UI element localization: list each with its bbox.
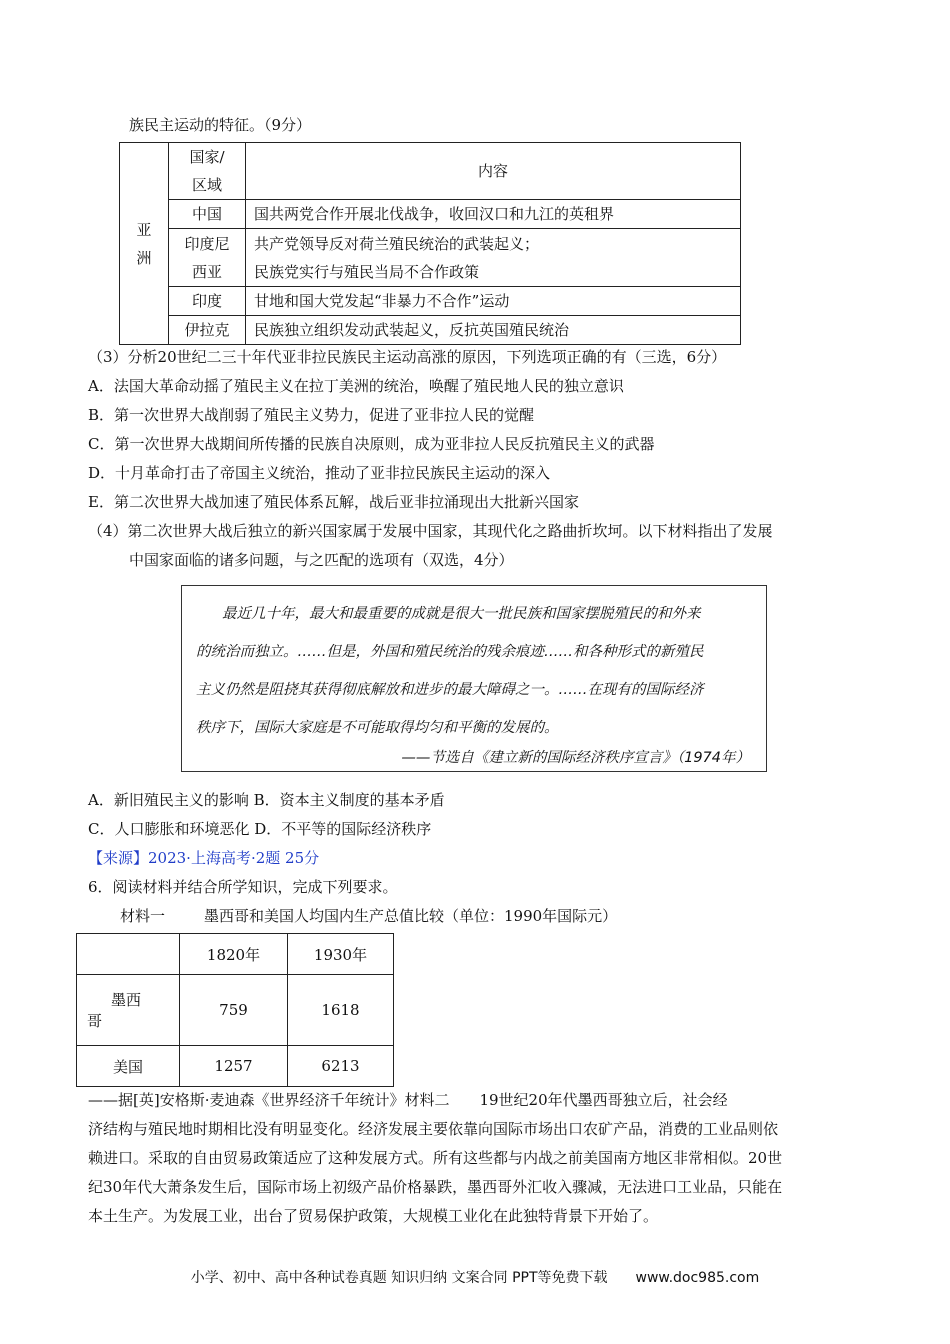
header-1930: 1930年 — [288, 934, 394, 975]
country-cell: 中国 — [169, 200, 246, 229]
region-char: 亚 — [136, 220, 152, 239]
country-cell: 印度 — [169, 287, 246, 316]
q3-option-c: C．第一次世界大战期间所传播的民族自决原则，成为亚非拉人民反抗殖民主义的武器 — [88, 435, 655, 453]
region-char: 洲 — [136, 248, 152, 267]
q4-stem-line: （4）第二次世界大战后独立的新兴国家属于发展中国家，其现代化之路曲折坎坷。以下材料指出了发展 — [88, 522, 773, 540]
content-cell: 甘地和国大党发起“非暴力不合作”运动 — [246, 287, 741, 316]
material2-line: 赖进口。采取的自由贸易政策适应了这种发展方式。所有这些都与内战之前美国南方地区非常相似。20世 — [88, 1149, 783, 1167]
source-tag: 【来源】2023·上海高考·2题 25分 — [88, 849, 320, 867]
quote-line: 秩序下，国际大家庭是不可能取得均匀和平衡的发展的。 — [196, 720, 559, 736]
material2-line: ——据[英]安格斯·麦迪森《世界经济千年统计》材料二 19世纪20年代墨西哥独立后，社会经 — [88, 1091, 728, 1109]
header-country: 国家/ 区域 — [169, 143, 246, 200]
quote-line: 最近几十年，最大和最重要的成就是很大一批民族和国家摆脱殖民的和外来 — [222, 606, 701, 622]
q3-option-e: E．第二次世界大战加速了殖民体系瓦解，战后亚非拉涌现出大批新兴国家 — [88, 493, 579, 511]
gdp-comparison-table — [76, 933, 394, 1087]
quote-line: 的统治而独立。……但是，外国和殖民统治的残余痕迹……和各种形式的新殖民 — [196, 644, 704, 660]
quote-line: 主义仍然是阻挠其获得彻底解放和进步的最大障碍之一。……在现有的国际经济 — [196, 682, 704, 698]
material1-label: 材料一 — [120, 907, 166, 925]
q4-stem-line: 中国家面临的诸多问题，与之匹配的选项有（双选，4分） — [129, 551, 514, 569]
q4-options-line: A．新旧殖民主义的影响 B．资本主义制度的基本矛盾 — [88, 791, 445, 809]
value-cell: 1257 — [180, 1046, 288, 1087]
value-cell: 6213 — [288, 1046, 394, 1087]
q3-option-a: A．法国大革命动摇了殖民主义在拉丁美洲的统治，唤醒了殖民地人民的独立意识 — [88, 377, 624, 395]
header-empty — [77, 934, 180, 975]
q3-stem: （3）分析20世纪二三十年代亚非拉民族民主运动高涨的原因，下列选项正确的有（三选，6分） — [88, 348, 727, 366]
material1-title: 墨西哥和美国人均国内生产总值比较（单位：1990年国际元） — [204, 907, 618, 925]
quote-box — [181, 585, 767, 772]
content-cell: 国共两党合作开展北伐战争，收回汉口和九江的英租界 — [246, 200, 741, 229]
country-cell: 印度尼 西亚 — [169, 229, 246, 287]
national-movements-table — [119, 142, 741, 345]
material2-line: 纪30年代大萧条发生后，国际市场上初级产品价格暴跌，墨西哥外汇收入骤减，无法进口工业品，只能在 — [88, 1178, 783, 1196]
content-cell: 民族独立组织发动武装起义，反抗英国殖民统治 — [246, 316, 741, 345]
country-mexico: 墨西 哥 — [77, 975, 180, 1046]
value-cell: 1618 — [288, 975, 394, 1046]
region-cell — [120, 143, 169, 345]
q3-option-b: B．第一次世界大战削弱了殖民主义势力，促进了亚非拉人民的觉醒 — [88, 406, 535, 424]
header-1820: 1820年 — [180, 934, 288, 975]
q4-options-line: C．人口膨胀和环境恶化 D．不平等的国际经济秩序 — [88, 820, 432, 838]
q3-option-d: D．十月革命打击了帝国主义统治，推动了亚非拉民族民主运动的深入 — [88, 464, 551, 482]
material2-line: 济结构与殖民地时期相比没有明显变化。经济发展主要依靠向国际市场出口农矿产品，消费的工业品则依 — [88, 1120, 779, 1138]
quote-source: ——节选自《建立新的国际经济秩序宣言》（1974年） — [401, 750, 750, 766]
question-fragment: 族民主运动的特征。（9分） — [129, 116, 312, 134]
page-footer: 小学、初中、高中各种试卷真题 知识归纳 文案合同 PPT等免费下载 www.doc985.com — [190, 1270, 760, 1286]
q6-stem: 6．阅读材料并结合所学知识，完成下列要求。 — [88, 878, 398, 896]
material2-line: 本土生产。为发展工业，出台了贸易保护政策，大规模工业化在此独特背景下开始了。 — [88, 1207, 659, 1225]
value-cell: 759 — [180, 975, 288, 1046]
header-content: 内容 — [246, 143, 741, 200]
country-cell: 伊拉克 — [169, 316, 246, 345]
country-usa: 美国 — [77, 1046, 180, 1087]
content-cell: 共产党领导反对荷兰殖民统治的武装起义； 民族党实行与殖民当局不合作政策 — [246, 229, 741, 287]
